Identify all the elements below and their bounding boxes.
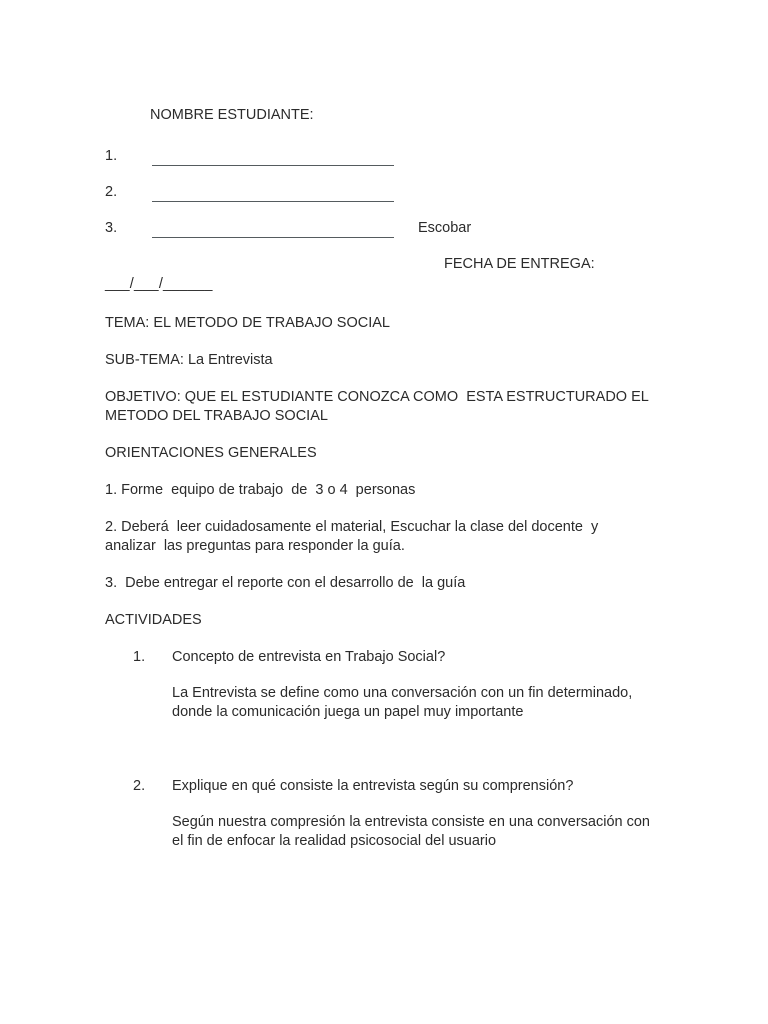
due-date-blanks[interactable]: ___/___/______ (105, 276, 213, 292)
activity-question-row (105, 648, 657, 667)
paragraph-spacer (105, 739, 657, 777)
activity-number: 2. (133, 778, 146, 794)
student-name-row (105, 183, 657, 202)
student-name-number: 2. (105, 184, 118, 200)
tema-line: TEMA: EL METODO DE TRABAJO SOCIAL (105, 315, 390, 331)
activity-answer: Según nuestra compresión la entrevista consiste en una conversación con el fin de enfocar la realidad psicosocial del usuario (172, 814, 650, 849)
student-name-number: 1. (105, 148, 118, 164)
document-body (105, 106, 657, 868)
objetivo-line: OBJETIVO: QUE EL ESTUDIANTE CONOZCA COMO ESTA ESTRUCTURADO EL METODO DEL TRABAJO SOCIAL (105, 389, 653, 424)
student-name-row (105, 147, 657, 166)
student-name-extra: Escobar (418, 220, 472, 236)
student-name-blank-line[interactable] (152, 223, 394, 238)
student-name-blank-line[interactable] (152, 187, 394, 202)
subtema-line: SUB-TEMA: La Entrevista (105, 352, 273, 368)
orientation-item: 1. Forme equipo de trabajo de 3 o 4 personas (105, 482, 416, 498)
activity-question: Explique en qué consiste la entrevista según su comprensión? (172, 778, 574, 794)
activity-question: Concepto de entrevista en Trabajo Social? (172, 649, 446, 665)
due-date-label: FECHA DE ENTREGA: (444, 256, 595, 272)
student-name-label: NOMBRE ESTUDIANTE: (150, 107, 314, 123)
student-name-row (105, 219, 657, 238)
student-name-number: 3. (105, 220, 118, 236)
activity-answer: La Entrevista se define como una conversación con un fin determinado, donde la comunicación juega un papel muy importante (172, 685, 633, 720)
activities-heading: ACTIVIDADES (105, 612, 202, 628)
orientations-heading: ORIENTACIONES GENERALES (105, 445, 317, 461)
student-name-blank-line[interactable] (152, 151, 394, 166)
orientation-item: 3. Debe entregar el reporte con el desarrollo de la guía (105, 575, 466, 591)
orientation-item: 2. Deberá leer cuidadosamente el material, Escuchar la clase del docente y analizar las preguntas para responder la guía. (105, 519, 607, 554)
activity-question-row (105, 777, 657, 796)
activity-number: 1. (133, 649, 146, 665)
